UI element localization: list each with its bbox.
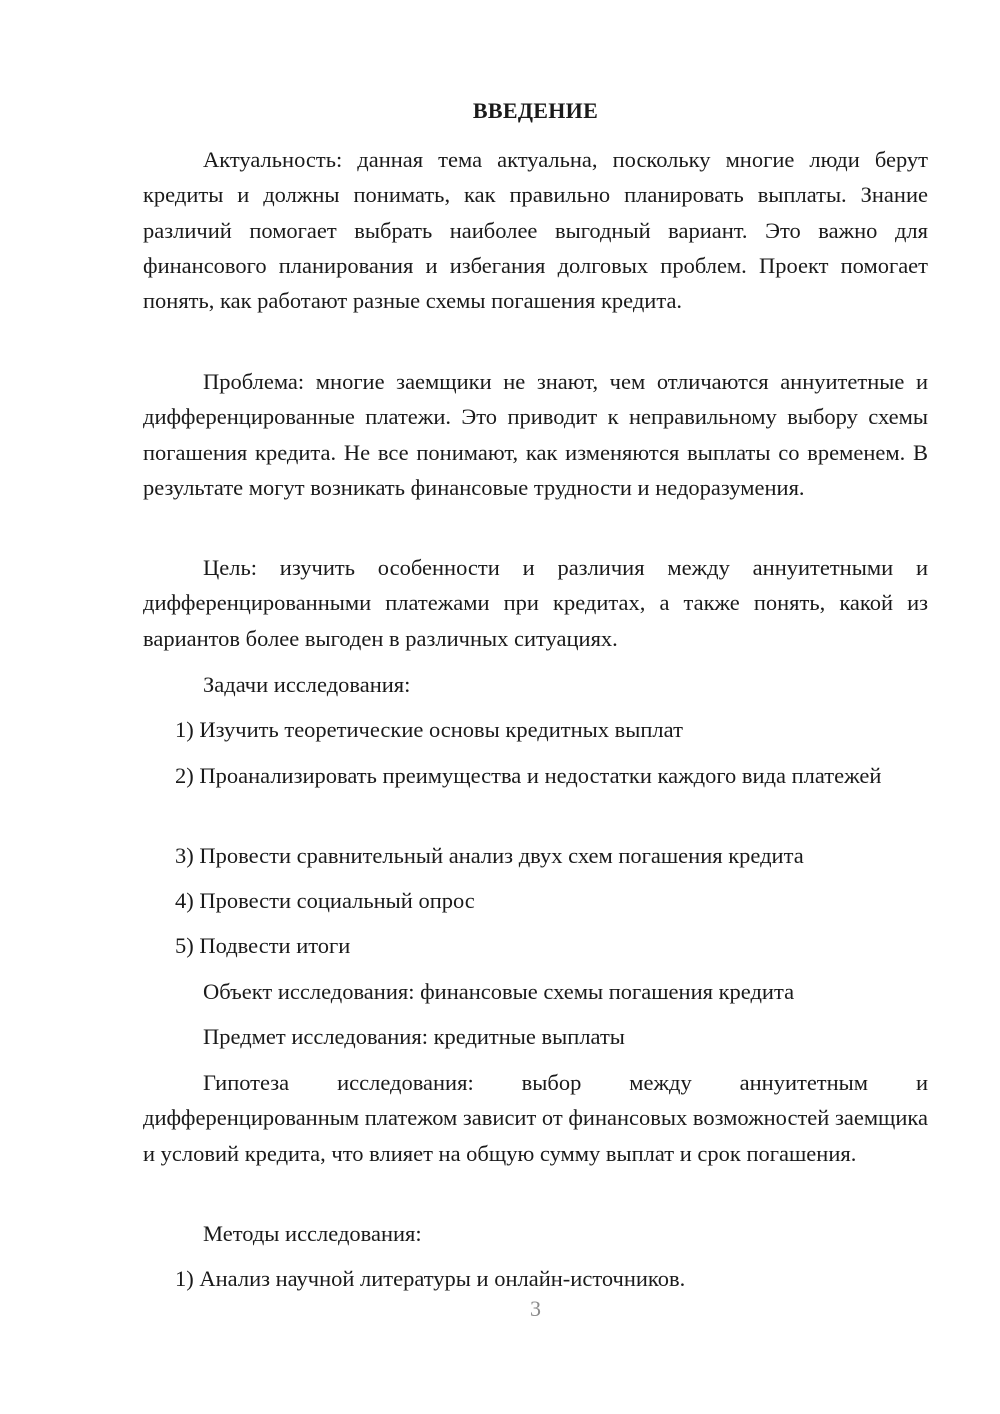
- task-item-4: 4) Провести социальный опрос: [175, 888, 475, 913]
- task-item-5: 5) Подвести итоги: [175, 933, 351, 958]
- task-item-3: 3) Провести сравнительный анализ двух схем погашения кредита: [175, 843, 804, 868]
- goal-paragraph: Цель: изучить особенности и различия между аннуитетными и дифференцированными платежами при кредитах, а также понять, какой из вариантов более выгоден в различных ситуациях.: [143, 555, 928, 651]
- task-item-2: 2) Проанализировать преимущества и недостатки каждого вида платежей: [175, 763, 882, 788]
- hypothesis-paragraph: Гипотеза исследования: выбор между аннуитетным и дифференцированным платежом зависит от финансовых возможностей заемщика и условий кредита, что влияет на общую сумму выплат и срок погашения.: [143, 1070, 929, 1166]
- methods-heading: Методы исследования:: [203, 1221, 422, 1246]
- tasks-heading: Задачи исследования:: [203, 672, 411, 697]
- research-subject: Предмет исследования: кредитные выплаты: [203, 1024, 625, 1049]
- problem-paragraph: Проблема: многие заемщики не знают, чем отличаются аннуитетные и дифференцированные платежи. Это приводит к неправильному выбору схемы погашения кредита. Не все понимают, как изменяются выплаты со временем. В результате могут возникать финансовые трудности и недоразумения.: [143, 369, 928, 500]
- document-page: [143, 0, 928, 1414]
- page-number: 3: [530, 1296, 541, 1321]
- relevance-paragraph: Актуальность: данная тема актуальна, поскольку многие люди берут кредиты и должны понимать, как правильно планировать выплаты. Знание различий помогает выбрать наиболее выгодный вариант. Это важно для финансового планирования и избегания долговых проблем. Проект помогает понять, как работают разные схемы погашения кредита.: [143, 147, 928, 314]
- task-item-1: 1) Изучить теоретические основы кредитных выплат: [175, 717, 683, 742]
- research-object: Объект исследования: финансовые схемы погашения кредита: [203, 979, 795, 1004]
- method-item-1: 1) Анализ научной литературы и онлайн-источников.: [175, 1266, 686, 1291]
- section-title: ВВЕДЕНИЕ: [472, 98, 599, 123]
